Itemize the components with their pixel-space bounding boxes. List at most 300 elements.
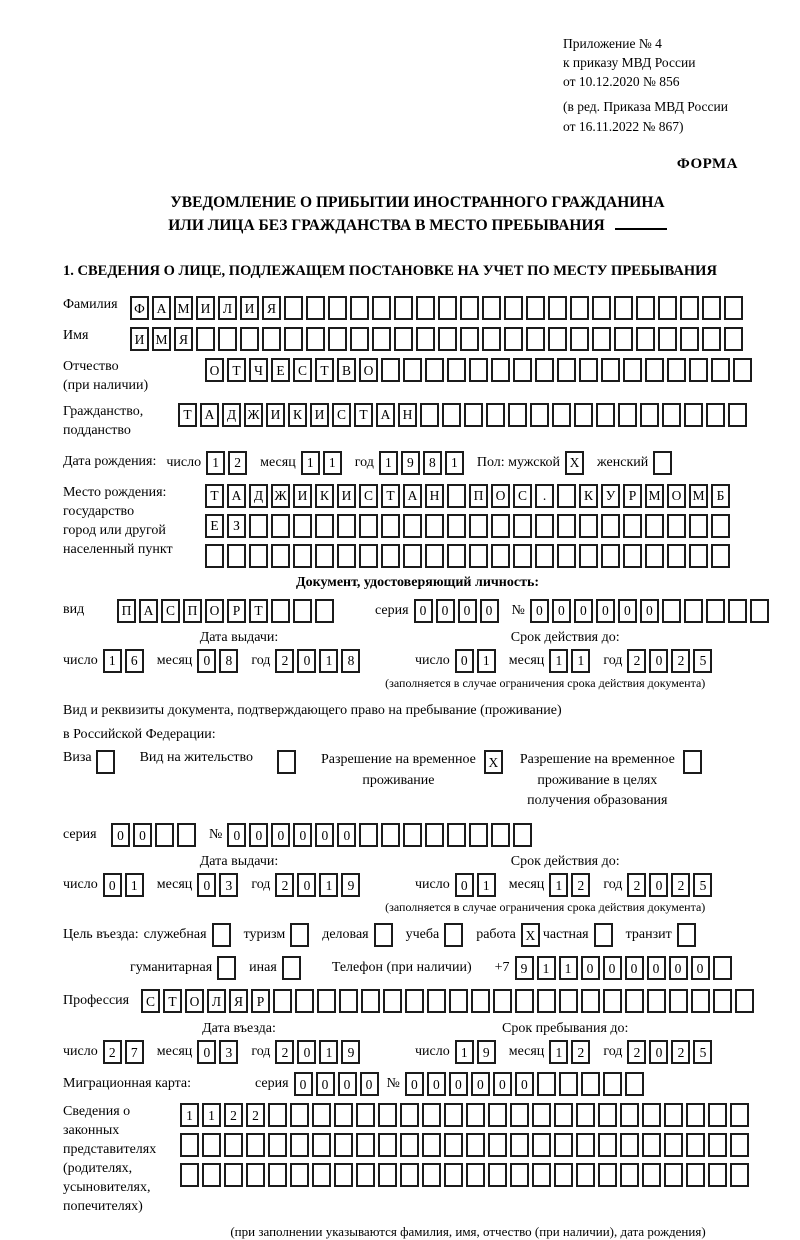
char-cell[interactable]: 1	[319, 1040, 338, 1064]
char-cell[interactable]	[711, 544, 730, 568]
char-cell[interactable]: Р	[623, 484, 642, 508]
char-cell[interactable]	[733, 358, 752, 382]
char-cell[interactable]	[293, 514, 312, 538]
char-cell[interactable]: 9	[515, 956, 534, 980]
char-cell[interactable]	[702, 296, 721, 320]
char-cell[interactable]	[96, 750, 115, 774]
char-cell[interactable]: 0	[436, 599, 455, 623]
char-cell[interactable]	[664, 1163, 683, 1187]
char-cell[interactable]	[636, 327, 655, 351]
char-cell[interactable]	[425, 358, 444, 382]
char-cell[interactable]	[438, 327, 457, 351]
char-cell[interactable]: 2	[228, 451, 247, 475]
char-cell[interactable]	[706, 403, 725, 427]
char-cell[interactable]	[460, 327, 479, 351]
char-cell[interactable]: 5	[693, 649, 712, 673]
char-cell[interactable]	[620, 1103, 639, 1127]
char-cell[interactable]: 0	[271, 823, 290, 847]
char-cell[interactable]	[422, 1103, 441, 1127]
char-cell[interactable]	[403, 823, 422, 847]
char-cell[interactable]: П	[117, 599, 136, 623]
char-cell[interactable]	[537, 1072, 556, 1096]
char-cell[interactable]	[532, 1133, 551, 1157]
char-cell[interactable]	[491, 823, 510, 847]
char-cell[interactable]	[488, 1163, 507, 1187]
char-cell[interactable]	[442, 403, 461, 427]
char-cell[interactable]: 8	[423, 451, 442, 475]
char-cell[interactable]	[315, 514, 334, 538]
char-cell[interactable]	[680, 296, 699, 320]
char-cell[interactable]	[601, 544, 620, 568]
char-cell[interactable]: 1	[379, 451, 398, 475]
char-cell[interactable]: 0	[111, 823, 130, 847]
char-cell[interactable]	[491, 544, 510, 568]
char-cell[interactable]	[662, 403, 681, 427]
char-cell[interactable]	[645, 544, 664, 568]
char-cell[interactable]: А	[403, 484, 422, 508]
char-cell[interactable]	[486, 403, 505, 427]
char-cell[interactable]: 1	[301, 451, 320, 475]
char-cell[interactable]: 0	[530, 599, 549, 623]
char-cell[interactable]	[642, 1103, 661, 1127]
char-cell[interactable]	[246, 1163, 265, 1187]
char-cell[interactable]	[596, 403, 615, 427]
char-cell[interactable]: 0	[618, 599, 637, 623]
char-cell[interactable]	[464, 403, 483, 427]
char-cell[interactable]: О	[205, 599, 224, 623]
char-cell[interactable]	[653, 451, 672, 475]
char-cell[interactable]	[713, 989, 732, 1013]
char-cell[interactable]: 1	[549, 873, 568, 897]
char-cell[interactable]: 0	[316, 1072, 335, 1096]
char-cell[interactable]	[425, 823, 444, 847]
char-cell[interactable]	[447, 544, 466, 568]
char-cell[interactable]: Е	[271, 358, 290, 382]
char-cell[interactable]	[579, 358, 598, 382]
char-cell[interactable]: 2	[275, 649, 294, 673]
char-cell[interactable]	[614, 327, 633, 351]
char-cell[interactable]: 1	[477, 873, 496, 897]
char-cell[interactable]: X	[565, 451, 584, 475]
char-cell[interactable]	[686, 1103, 705, 1127]
char-cell[interactable]	[444, 1103, 463, 1127]
char-cell[interactable]	[684, 403, 703, 427]
char-cell[interactable]: 0	[405, 1072, 424, 1096]
char-cell[interactable]	[381, 358, 400, 382]
char-cell[interactable]	[680, 327, 699, 351]
char-cell[interactable]	[205, 544, 224, 568]
char-cell[interactable]: 9	[341, 1040, 360, 1064]
char-cell[interactable]	[420, 403, 439, 427]
char-cell[interactable]	[378, 1133, 397, 1157]
char-cell[interactable]: И	[293, 484, 312, 508]
char-cell[interactable]	[447, 358, 466, 382]
char-cell[interactable]	[592, 296, 611, 320]
char-cell[interactable]	[548, 296, 567, 320]
char-cell[interactable]: С	[513, 484, 532, 508]
char-cell[interactable]: И	[310, 403, 329, 427]
char-cell[interactable]: С	[141, 989, 160, 1013]
char-cell[interactable]	[708, 1103, 727, 1127]
char-cell[interactable]: 0	[480, 599, 499, 623]
char-cell[interactable]	[645, 514, 664, 538]
char-cell[interactable]	[667, 514, 686, 538]
char-cell[interactable]	[196, 327, 215, 351]
char-cell[interactable]: И	[240, 296, 259, 320]
char-cell[interactable]: И	[196, 296, 215, 320]
char-cell[interactable]	[315, 544, 334, 568]
char-cell[interactable]	[625, 989, 644, 1013]
char-cell[interactable]: 5	[693, 873, 712, 897]
char-cell[interactable]	[284, 327, 303, 351]
char-cell[interactable]: Б	[711, 484, 730, 508]
char-cell[interactable]	[508, 403, 527, 427]
char-cell[interactable]	[686, 1163, 705, 1187]
char-cell[interactable]: 0	[625, 956, 644, 980]
char-cell[interactable]	[559, 989, 578, 1013]
char-cell[interactable]	[212, 923, 231, 947]
char-cell[interactable]: Ч	[249, 358, 268, 382]
char-cell[interactable]	[277, 750, 296, 774]
char-cell[interactable]	[557, 484, 576, 508]
char-cell[interactable]	[466, 1133, 485, 1157]
char-cell[interactable]: И	[266, 403, 285, 427]
char-cell[interactable]	[268, 1163, 287, 1187]
char-cell[interactable]	[460, 296, 479, 320]
char-cell[interactable]: И	[130, 327, 149, 351]
char-cell[interactable]: П	[469, 484, 488, 508]
char-cell[interactable]: 0	[574, 599, 593, 623]
char-cell[interactable]	[350, 327, 369, 351]
char-cell[interactable]: 5	[693, 1040, 712, 1064]
char-cell[interactable]: 0	[596, 599, 615, 623]
char-cell[interactable]: 3	[219, 1040, 238, 1064]
char-cell[interactable]: М	[689, 484, 708, 508]
char-cell[interactable]: 1	[549, 1040, 568, 1064]
char-cell[interactable]: 2	[275, 1040, 294, 1064]
char-cell[interactable]: X	[521, 923, 540, 947]
char-cell[interactable]: Т	[381, 484, 400, 508]
char-cell[interactable]	[728, 599, 747, 623]
char-cell[interactable]	[510, 1103, 529, 1127]
char-cell[interactable]: С	[161, 599, 180, 623]
char-cell[interactable]	[268, 1103, 287, 1127]
char-cell[interactable]: 1	[319, 649, 338, 673]
char-cell[interactable]: 9	[477, 1040, 496, 1064]
char-cell[interactable]	[217, 956, 236, 980]
char-cell[interactable]	[438, 296, 457, 320]
char-cell[interactable]	[625, 1072, 644, 1096]
char-cell[interactable]	[488, 1103, 507, 1127]
char-cell[interactable]	[328, 327, 347, 351]
char-cell[interactable]: Т	[227, 358, 246, 382]
char-cell[interactable]	[372, 327, 391, 351]
char-cell[interactable]	[684, 599, 703, 623]
char-cell[interactable]	[664, 1103, 683, 1127]
char-cell[interactable]	[513, 358, 532, 382]
char-cell[interactable]	[249, 514, 268, 538]
char-cell[interactable]	[427, 989, 446, 1013]
char-cell[interactable]: Я	[262, 296, 281, 320]
char-cell[interactable]	[282, 956, 301, 980]
char-cell[interactable]: С	[332, 403, 351, 427]
char-cell[interactable]	[730, 1163, 749, 1187]
char-cell[interactable]	[708, 1163, 727, 1187]
char-cell[interactable]	[493, 989, 512, 1013]
char-cell[interactable]: 2	[627, 649, 646, 673]
char-cell[interactable]	[579, 514, 598, 538]
char-cell[interactable]	[667, 544, 686, 568]
char-cell[interactable]: Ф	[130, 296, 149, 320]
char-cell[interactable]: Н	[425, 484, 444, 508]
char-cell[interactable]: О	[491, 484, 510, 508]
char-cell[interactable]: 2	[627, 1040, 646, 1064]
char-cell[interactable]	[155, 823, 174, 847]
char-cell[interactable]	[227, 544, 246, 568]
char-cell[interactable]	[570, 327, 589, 351]
char-cell[interactable]: 0	[297, 1040, 316, 1064]
char-cell[interactable]: 0	[458, 599, 477, 623]
char-cell[interactable]	[530, 403, 549, 427]
char-cell[interactable]: 0	[133, 823, 152, 847]
char-cell[interactable]	[471, 989, 490, 1013]
char-cell[interactable]	[469, 514, 488, 538]
char-cell[interactable]: 0	[471, 1072, 490, 1096]
char-cell[interactable]	[711, 514, 730, 538]
char-cell[interactable]	[576, 1163, 595, 1187]
char-cell[interactable]: 0	[197, 1040, 216, 1064]
char-cell[interactable]	[312, 1133, 331, 1157]
char-cell[interactable]: 1	[180, 1103, 199, 1127]
char-cell[interactable]	[488, 1133, 507, 1157]
char-cell[interactable]	[262, 327, 281, 351]
char-cell[interactable]	[618, 403, 637, 427]
char-cell[interactable]: 0	[338, 1072, 357, 1096]
char-cell[interactable]	[598, 1133, 617, 1157]
char-cell[interactable]: 9	[341, 873, 360, 897]
char-cell[interactable]: Л	[218, 296, 237, 320]
char-cell[interactable]	[350, 296, 369, 320]
char-cell[interactable]: 0	[455, 649, 474, 673]
char-cell[interactable]	[444, 1133, 463, 1157]
char-cell[interactable]: М	[152, 327, 171, 351]
char-cell[interactable]	[403, 544, 422, 568]
char-cell[interactable]: О	[667, 484, 686, 508]
char-cell[interactable]: 2	[627, 873, 646, 897]
char-cell[interactable]	[620, 1133, 639, 1157]
char-cell[interactable]	[482, 327, 501, 351]
char-cell[interactable]	[581, 1072, 600, 1096]
char-cell[interactable]	[469, 358, 488, 382]
char-cell[interactable]	[425, 514, 444, 538]
char-cell[interactable]	[359, 514, 378, 538]
char-cell[interactable]	[554, 1103, 573, 1127]
char-cell[interactable]	[224, 1133, 243, 1157]
char-cell[interactable]	[469, 823, 488, 847]
char-cell[interactable]: А	[139, 599, 158, 623]
char-cell[interactable]	[400, 1163, 419, 1187]
char-cell[interactable]	[554, 1133, 573, 1157]
char-cell[interactable]: Т	[315, 358, 334, 382]
char-cell[interactable]: 0	[649, 873, 668, 897]
char-cell[interactable]	[513, 823, 532, 847]
char-cell[interactable]	[592, 327, 611, 351]
char-cell[interactable]	[623, 514, 642, 538]
char-cell[interactable]: П	[183, 599, 202, 623]
char-cell[interactable]	[271, 544, 290, 568]
char-cell[interactable]	[559, 1072, 578, 1096]
char-cell[interactable]	[383, 989, 402, 1013]
char-cell[interactable]: 0	[297, 649, 316, 673]
char-cell[interactable]	[557, 514, 576, 538]
char-cell[interactable]	[504, 296, 523, 320]
char-cell[interactable]: 1	[319, 873, 338, 897]
char-cell[interactable]: А	[152, 296, 171, 320]
char-cell[interactable]: 1	[477, 649, 496, 673]
char-cell[interactable]	[535, 514, 554, 538]
char-cell[interactable]	[526, 327, 545, 351]
char-cell[interactable]	[317, 989, 336, 1013]
char-cell[interactable]: А	[200, 403, 219, 427]
char-cell[interactable]: Р	[227, 599, 246, 623]
char-cell[interactable]: Я	[174, 327, 193, 351]
char-cell[interactable]	[513, 514, 532, 538]
char-cell[interactable]: 0	[515, 1072, 534, 1096]
char-cell[interactable]: С	[359, 484, 378, 508]
char-cell[interactable]	[381, 823, 400, 847]
char-cell[interactable]	[466, 1163, 485, 1187]
char-cell[interactable]	[689, 544, 708, 568]
char-cell[interactable]: 0	[691, 956, 710, 980]
char-cell[interactable]: 0	[360, 1072, 379, 1096]
char-cell[interactable]: 1	[455, 1040, 474, 1064]
char-cell[interactable]: Я	[229, 989, 248, 1013]
char-cell[interactable]	[557, 544, 576, 568]
char-cell[interactable]	[337, 544, 356, 568]
char-cell[interactable]: 0	[315, 823, 334, 847]
char-cell[interactable]	[268, 1133, 287, 1157]
char-cell[interactable]: 8	[219, 649, 238, 673]
char-cell[interactable]	[416, 296, 435, 320]
char-cell[interactable]	[422, 1163, 441, 1187]
char-cell[interactable]	[394, 327, 413, 351]
char-cell[interactable]	[202, 1163, 221, 1187]
char-cell[interactable]: 2	[246, 1103, 265, 1127]
char-cell[interactable]	[642, 1133, 661, 1157]
char-cell[interactable]: Л	[207, 989, 226, 1013]
char-cell[interactable]	[532, 1103, 551, 1127]
char-cell[interactable]: Т	[205, 484, 224, 508]
char-cell[interactable]	[603, 989, 622, 1013]
char-cell[interactable]	[293, 544, 312, 568]
char-cell[interactable]	[702, 327, 721, 351]
char-cell[interactable]	[557, 358, 576, 382]
char-cell[interactable]	[642, 1163, 661, 1187]
char-cell[interactable]: 9	[401, 451, 420, 475]
char-cell[interactable]	[658, 327, 677, 351]
char-cell[interactable]: 6	[125, 649, 144, 673]
char-cell[interactable]	[645, 358, 664, 382]
char-cell[interactable]: 0	[581, 956, 600, 980]
char-cell[interactable]	[548, 327, 567, 351]
char-cell[interactable]	[691, 989, 710, 1013]
char-cell[interactable]	[306, 327, 325, 351]
char-cell[interactable]: К	[315, 484, 334, 508]
char-cell[interactable]	[290, 1103, 309, 1127]
char-cell[interactable]	[180, 1133, 199, 1157]
char-cell[interactable]	[669, 989, 688, 1013]
char-cell[interactable]: 7	[125, 1040, 144, 1064]
char-cell[interactable]	[290, 1133, 309, 1157]
char-cell[interactable]	[246, 1133, 265, 1157]
char-cell[interactable]	[730, 1103, 749, 1127]
char-cell[interactable]	[636, 296, 655, 320]
char-cell[interactable]	[273, 989, 292, 1013]
char-cell[interactable]	[535, 358, 554, 382]
char-cell[interactable]: О	[359, 358, 378, 382]
char-cell[interactable]: 0	[337, 823, 356, 847]
char-cell[interactable]: 0	[414, 599, 433, 623]
char-cell[interactable]: 2	[571, 1040, 590, 1064]
char-cell[interactable]	[658, 296, 677, 320]
char-cell[interactable]: 2	[671, 1040, 690, 1064]
char-cell[interactable]: Ж	[271, 484, 290, 508]
char-cell[interactable]: 1	[549, 649, 568, 673]
char-cell[interactable]	[177, 823, 196, 847]
char-cell[interactable]	[339, 989, 358, 1013]
char-cell[interactable]	[284, 296, 303, 320]
char-cell[interactable]: 1	[571, 649, 590, 673]
char-cell[interactable]	[356, 1163, 375, 1187]
char-cell[interactable]: 1	[559, 956, 578, 980]
char-cell[interactable]	[724, 296, 743, 320]
char-cell[interactable]	[400, 1103, 419, 1127]
char-cell[interactable]	[515, 989, 534, 1013]
char-cell[interactable]: 2	[275, 873, 294, 897]
char-cell[interactable]	[570, 296, 589, 320]
char-cell[interactable]: X	[484, 750, 503, 774]
char-cell[interactable]	[603, 1072, 622, 1096]
char-cell[interactable]: 0	[640, 599, 659, 623]
char-cell[interactable]	[224, 1163, 243, 1187]
char-cell[interactable]: Н	[398, 403, 417, 427]
char-cell[interactable]: 2	[103, 1040, 122, 1064]
char-cell[interactable]: 2	[671, 649, 690, 673]
char-cell[interactable]: 1	[202, 1103, 221, 1127]
char-cell[interactable]	[400, 1133, 419, 1157]
char-cell[interactable]: Т	[178, 403, 197, 427]
char-cell[interactable]: 0	[449, 1072, 468, 1096]
char-cell[interactable]: 0	[455, 873, 474, 897]
char-cell[interactable]: Ж	[244, 403, 263, 427]
char-cell[interactable]: А	[227, 484, 246, 508]
char-cell[interactable]: 2	[671, 873, 690, 897]
char-cell[interactable]	[295, 989, 314, 1013]
char-cell[interactable]	[491, 514, 510, 538]
char-cell[interactable]: 0	[427, 1072, 446, 1096]
char-cell[interactable]	[513, 544, 532, 568]
char-cell[interactable]: С	[293, 358, 312, 382]
char-cell[interactable]	[581, 989, 600, 1013]
char-cell[interactable]	[447, 514, 466, 538]
char-cell[interactable]	[312, 1103, 331, 1127]
char-cell[interactable]	[361, 989, 380, 1013]
char-cell[interactable]	[466, 1103, 485, 1127]
char-cell[interactable]: 1	[125, 873, 144, 897]
char-cell[interactable]: З	[227, 514, 246, 538]
char-cell[interactable]: 0	[227, 823, 246, 847]
char-cell[interactable]	[447, 484, 466, 508]
